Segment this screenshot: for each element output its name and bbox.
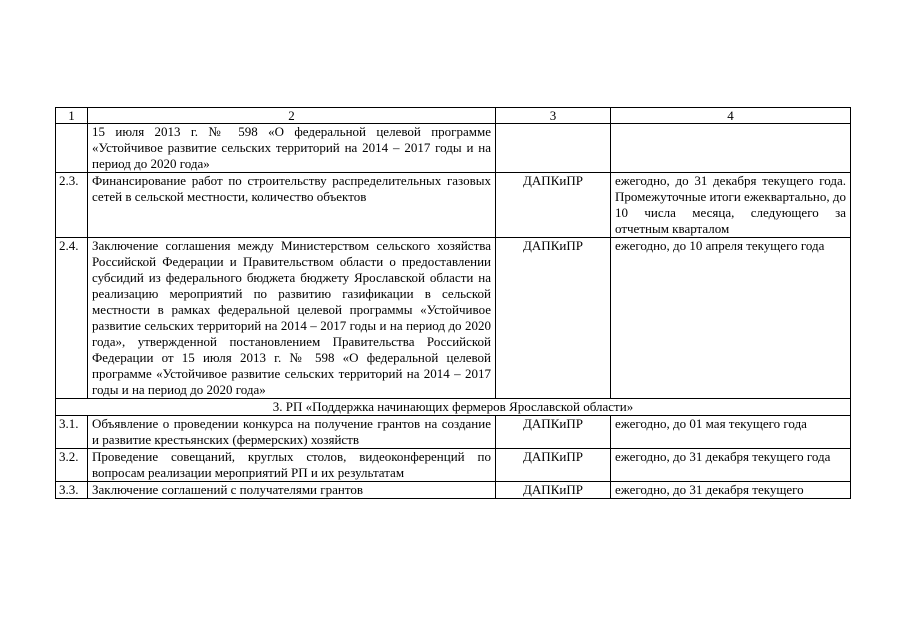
row-number: 3.1. [56,416,88,449]
row-executor [496,124,611,173]
table-row [56,238,851,399]
row-executor: ДАПКиПР [496,482,611,499]
row-deadline: ежегодно, до 31 декабря текущего [611,482,851,499]
row-deadline: ежегодно, до 31 декабря текущего года. Промежуточные итоги ежеквартально, до 10 числа месяца, следующего за отчетным кварталом [611,173,851,238]
table-row [56,173,851,238]
header-col-3: 3 [496,108,611,124]
table-row [56,416,851,449]
row-activity: Заключение соглашения между Министерством сельского хозяйства Российской Федерации и Правительством области о предоставлении субсидий из федерального бюджета бюджету Ярославской области на реализацию мероприятий по развитию газификации в сельской местности в рамках федеральной целевой программы «Устойчивое развитие сельских территорий на 2014 – 2017 годы и на период до 2020 года», утвержденной постановлением Правительства Российской Федерации от 15 июля 2013 г. № 598 «О федеральной целевой программе «Устойчивое развитие сельских территорий на 2014 – 2017 годы и на период до 2020 года» [88,238,496,399]
header-col-1: 1 [56,108,88,124]
table-row [56,124,851,173]
row-activity: 15 июля 2013 г. № 598 «О федеральной целевой программе «Устойчивое развитие сельских территорий на 2014 – 2017 годы и на период до 2020 года» [88,124,496,173]
header-col-4: 4 [611,108,851,124]
header-col-2: 2 [88,108,496,124]
row-deadline: ежегодно, до 10 апреля текущего года [611,238,851,399]
section-heading: 3. РП «Поддержка начинающих фермеров Ярославской области» [56,399,851,416]
row-deadline: ежегодно, до 31 декабря текущего года [611,449,851,482]
table-header-row [56,108,851,124]
plan-table [55,107,851,499]
row-executor: ДАПКиПР [496,416,611,449]
section-heading-row [56,399,851,416]
row-number: 3.2. [56,449,88,482]
table-row [56,449,851,482]
row-executor: ДАПКиПР [496,173,611,238]
row-number: 2.4. [56,238,88,399]
row-activity: Проведение совещаний, круглых столов, видеоконференций по вопросам реализации мероприятий РП и их результатам [88,449,496,482]
row-deadline: ежегодно, до 01 мая текущего года [611,416,851,449]
row-number: 2.3. [56,173,88,238]
row-number [56,124,88,173]
row-deadline [611,124,851,173]
row-executor: ДАПКиПР [496,238,611,399]
row-executor: ДАПКиПР [496,449,611,482]
table-row [56,482,851,499]
row-activity: Заключение соглашений с получателями грантов [88,482,496,499]
row-activity: Финансирование работ по строительству распределительных газовых сетей в сельской местности, количество объектов [88,173,496,238]
row-activity: Объявление о проведении конкурса на получение грантов на создание и развитие крестьянских (фермерских) хозяйств [88,416,496,449]
row-number: 3.3. [56,482,88,499]
